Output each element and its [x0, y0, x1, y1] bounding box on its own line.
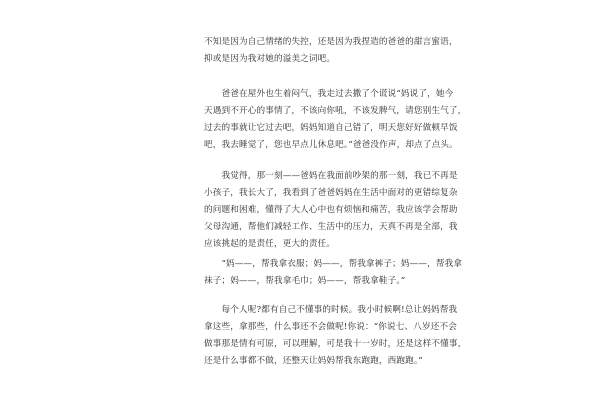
text-line: 还是什么事都不做，还整天让妈妈帮我东跑跑，西跑跑。” — [204, 356, 423, 366]
text-line: 吧，我去睡觉了，您也早点儿休息吧。”爸爸没作声，却点了点头。 — [204, 140, 458, 150]
text-line: 抑或是因为我对她的溢美之词吧。 — [204, 54, 336, 64]
text-line: 我觉得，那一刻——爸妈在我面前吵架的那一刻，我已不再是 — [204, 171, 458, 181]
paragraph-4 — [204, 256, 462, 290]
text-line: 拿这些，拿那些，什么事还不会做呢!你说：“你说七、八岁还不会 — [204, 322, 457, 332]
text-line: 袜子；妈——，帮我拿毛巾；妈——，帮我拿鞋子。” — [204, 276, 406, 286]
text-line: 天遇到不开心的事情了，不该向你吼，不该发脾气，请您别生气了， — [204, 106, 467, 116]
text-line: 每个人呢?都有自己不懂事的时候。我小时候啊!总让妈妈帮我 — [204, 305, 458, 315]
text-line: 小孩子，我长大了，我看到了爸爸妈妈在生活中面对的更错综复杂 — [204, 188, 458, 198]
text-line: 过去的事就让它过去吧，妈妈知道自己错了，明天您好好做顿早饭 — [204, 123, 458, 133]
paragraph-3 — [204, 168, 458, 253]
text-line: 应该挑起的是责任，更大的责任。 — [204, 239, 336, 249]
text-line: 的问题和困难，懂得了大人心中也有烦恼和痛苦，我应该学会帮助 — [204, 205, 458, 215]
paragraph-5 — [204, 302, 466, 370]
text-line: 父母沟通，帮他们减轻工作、生活中的压力，天真不再是全部，我 — [204, 222, 458, 232]
text-line: 不知是因为自己情绪的失控，还是因为我捏造的爸爸的甜言蜜语， — [204, 37, 458, 47]
paragraph-1 — [204, 34, 458, 68]
text-line: “妈——，帮我拿衣服；妈——，帮我拿裤子；妈——，帮我拿 — [204, 259, 463, 269]
text-line: 爸爸在屋外也生着闷气，我走过去撒了个谎说“妈说了，她今 — [204, 89, 454, 99]
text-line: 做事那是情有可原，可以理解，可是我十一岁时，还是这样不懂事， — [204, 339, 467, 349]
paragraph-2 — [204, 86, 466, 154]
